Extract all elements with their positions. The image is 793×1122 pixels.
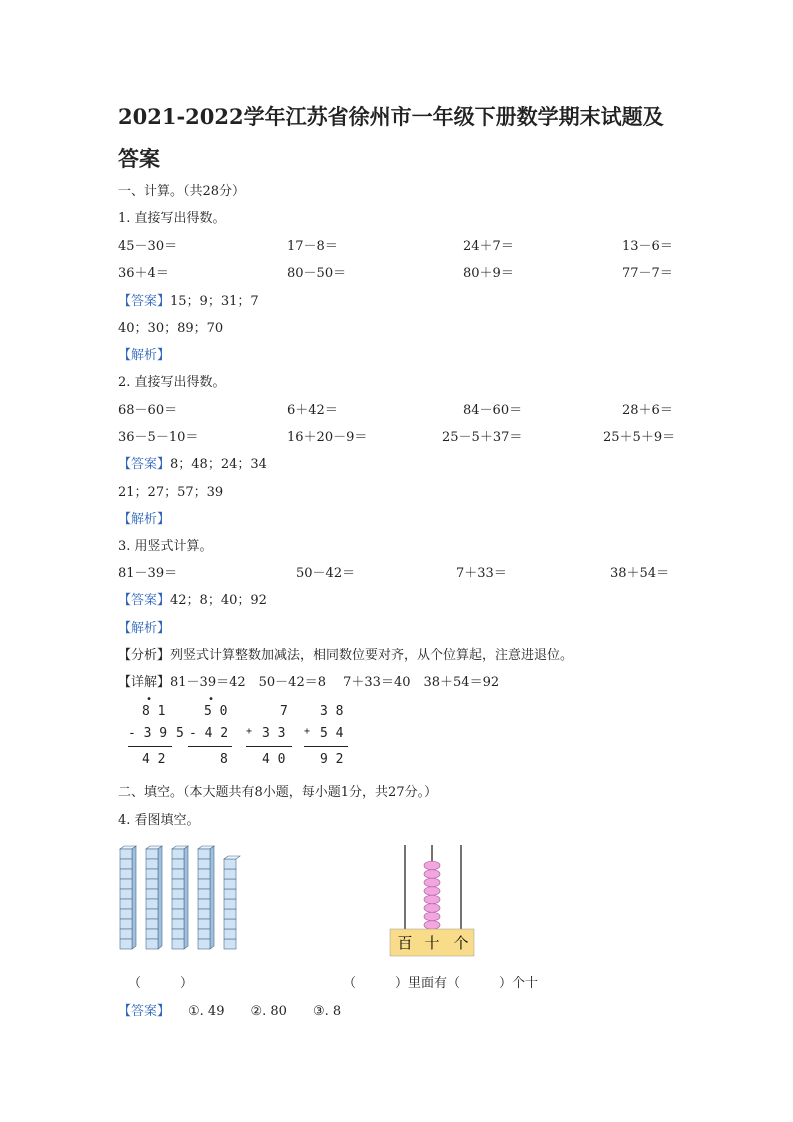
section-heading-2: 二、填空。（本大题共有8小题，每小题1分，共27分。） (118, 785, 438, 800)
q3-fenxi (118, 644, 573, 663)
q1-item: 77－7＝ (622, 266, 673, 281)
tens-rod (120, 846, 136, 949)
q4-blank-left: （ ） (128, 976, 194, 991)
calc-mid: 5 4 (320, 726, 344, 741)
ones-cube (224, 859, 236, 869)
plus-sign: + (246, 726, 253, 737)
vertical-calc-1 (128, 694, 178, 774)
q2-answer-line2: 21；27；57；39 (118, 485, 224, 500)
vertical-calc-4 (304, 700, 354, 774)
q2-item: 36－5－10＝ (118, 430, 199, 445)
section-heading-1: 一、计算。（共28分） (118, 184, 246, 199)
detail-text: 81－39＝42 50－42＝8 7＋33＝40 38＋54＝92 (170, 675, 500, 690)
calc-result: 9 2 (320, 752, 344, 767)
q2-item: 84－60＝ (463, 403, 523, 418)
fenxi-text: 列竖式计算整数加减法，相同数位要对齐，从个位算起，注意进退位。 (170, 648, 574, 663)
q1-answer-line2: 40；30；89；70 (118, 321, 224, 336)
tens-rod (146, 846, 162, 949)
detail-tag: 【详解】 (118, 675, 171, 690)
calc-mid: 3 3 (262, 726, 286, 741)
calc-rule (128, 746, 172, 747)
abacus-bead (424, 870, 440, 879)
ones-cube (224, 939, 236, 949)
analysis-tag: 【解析】 (118, 512, 171, 527)
page-title: 2021-2022学年江苏省徐州市一年级下册数学期末试题及答案 (118, 104, 664, 171)
calc-result: 4 0 (262, 752, 286, 767)
q2-item: 16＋20－9＝ (287, 430, 368, 445)
q4-blank-right: （ ）里面有（ ）个十 (343, 976, 539, 991)
q1-item: 80＋9＝ (463, 266, 514, 281)
q1-item: 13－6＝ (622, 239, 673, 254)
answer-text: 42；8；40；92 (170, 593, 267, 608)
q2-answer (118, 453, 267, 472)
abacus-label-hundreds: 百 (397, 934, 413, 952)
calc-rule (246, 746, 292, 747)
abacus-bead (424, 878, 440, 887)
borrow-dot: • (146, 694, 153, 705)
calc-top: 7 (280, 704, 288, 719)
plus-sign: + (304, 726, 311, 737)
base-ten-blocks-picture (118, 845, 248, 950)
calc-mid: - 3 9 (128, 726, 168, 741)
abacus-bead (424, 887, 440, 896)
q2-item: 6＋42＝ (287, 403, 338, 418)
q3-detail (118, 671, 499, 690)
abacus-beads (424, 861, 440, 929)
tens-rod (172, 846, 188, 949)
ones-cube (224, 909, 236, 919)
q3-item: 7＋33＝ (456, 566, 507, 581)
calc-result: 4 2 (142, 752, 166, 767)
abacus-picture (385, 843, 479, 958)
question-1-prompt: 1. 直接写出得数。 (118, 211, 226, 226)
q1-answer (118, 290, 259, 309)
fenxi-tag: 【分析】 (118, 648, 171, 663)
question-2-prompt: 2. 直接写出得数。 (118, 375, 226, 390)
ones-cube (224, 889, 236, 899)
calc-rule (188, 746, 232, 747)
q3-item: 81－39＝ (118, 566, 178, 581)
calc-result: 8 (220, 752, 228, 767)
answer-text: 8；48；24；34 (170, 457, 267, 472)
ones-cube (224, 869, 236, 879)
tens-rod (198, 846, 214, 949)
abacus-bead (424, 861, 440, 870)
calc-top: 5 0 (204, 704, 228, 719)
ones-cube (224, 929, 236, 939)
q2-item: 25＋5＋9＝ (603, 430, 676, 445)
q2-item: 25－5＋37＝ (442, 430, 523, 445)
calc-prefix: 5 (176, 726, 184, 741)
abacus-bead (424, 904, 440, 913)
calc-mid: - 4 2 (189, 726, 229, 741)
q1-item: 80－50＝ (287, 266, 347, 281)
q3-item: 50－42＝ (296, 566, 356, 581)
abacus-label-tens: 十 (424, 934, 440, 952)
q1-item: 36＋4＝ (118, 266, 169, 281)
question-3-prompt: 3. 用竖式计算。 (118, 539, 213, 554)
abacus-bead (424, 895, 440, 904)
tens-rods (120, 846, 214, 949)
answer-tag: 【答案】 (118, 593, 171, 608)
answer-tag: 【答案】 (118, 1004, 171, 1019)
q1-item: 24＋7＝ (463, 239, 514, 254)
analysis-tag: 【解析】 (118, 621, 171, 636)
borrow-dot: • (208, 694, 215, 705)
vertical-calc-2 (176, 694, 236, 774)
answer-tag: 【答案】 (118, 294, 171, 309)
abacus-label-ones: 个 (453, 934, 469, 952)
calc-rule (304, 746, 348, 747)
ones-cube (224, 919, 236, 929)
abacus-bead (424, 912, 440, 921)
q2-item: 28＋6＝ (622, 403, 673, 418)
abacus-bead (424, 921, 440, 930)
q3-answer (118, 589, 267, 608)
q3-item: 38＋54＝ (610, 566, 670, 581)
q1-item: 45－30＝ (118, 239, 178, 254)
ones-cube (224, 899, 236, 909)
answer-text: 15；9；31；7 (170, 294, 259, 309)
vertical-calc-3 (246, 700, 296, 774)
question-4-prompt: 4. 看图填空。 (118, 813, 200, 828)
q4-answer (118, 1000, 341, 1019)
q1-item: 17－8＝ (287, 239, 338, 254)
calc-top: 8 1 (142, 704, 166, 719)
answer-tag: 【答案】 (118, 457, 171, 472)
calc-top: 3 8 (320, 704, 344, 719)
answer-text: ①. 49 ②. 80 ③. 8 (188, 1004, 342, 1019)
ones-column (224, 856, 240, 949)
analysis-tag: 【解析】 (118, 348, 171, 363)
q2-item: 68－60＝ (118, 403, 178, 418)
ones-cube (224, 879, 236, 889)
